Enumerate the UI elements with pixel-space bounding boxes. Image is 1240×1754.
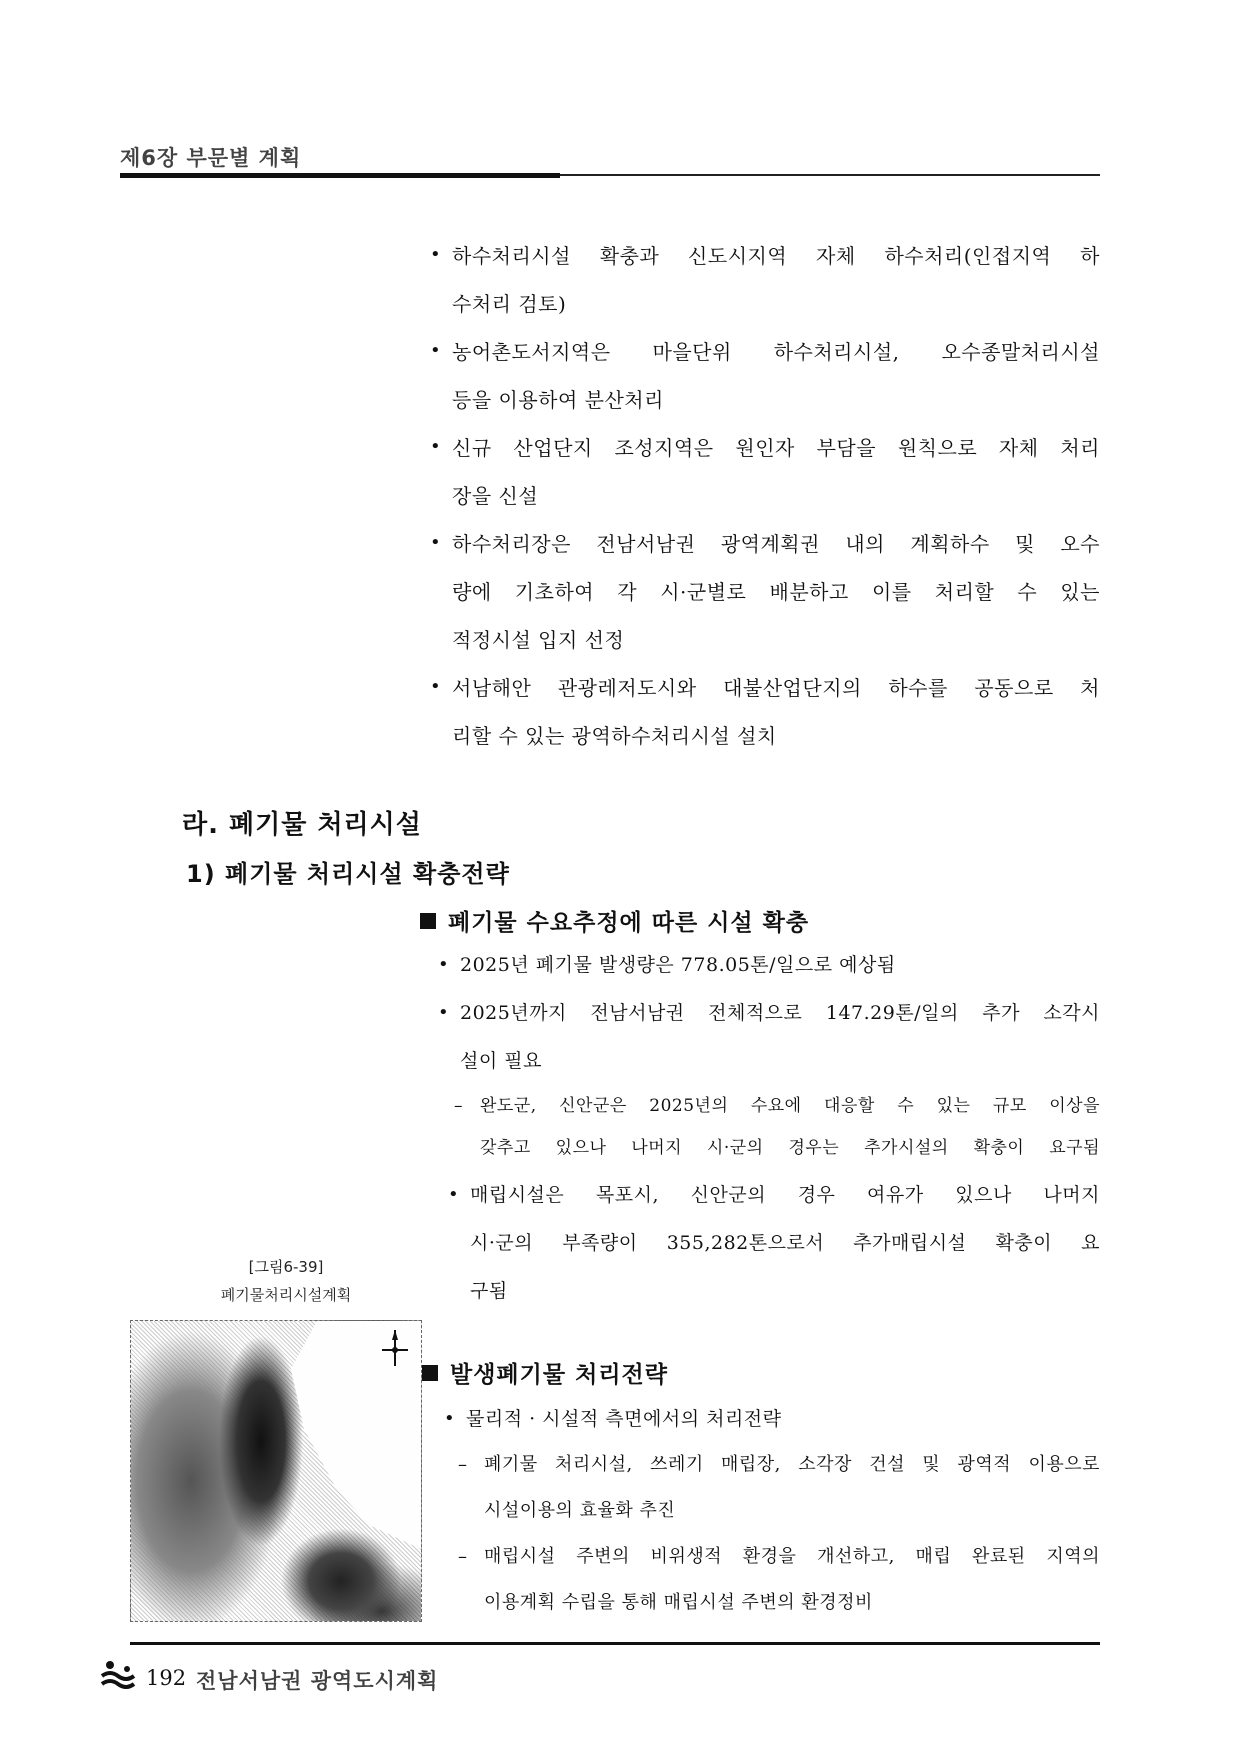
sub-list-item-continuation: 이용계획 수립을 통해 매립시설 주변의 환경정비 <box>484 1592 873 1613</box>
waste-facility-map <box>130 1320 422 1622</box>
list-item-continuation: 량에 기초하여 각 시·군별로 배분하고 이를 처리할 수 있는 <box>452 580 1100 604</box>
figure-number: [그림6-39] <box>248 1258 324 1276</box>
list-item: • 2025년까지 전남서남권 전체적으로 147.29톤/일의 추가 소각시 <box>460 1004 1100 1023</box>
sub-list-item-continuation: 시설이용의 효율화 추진 <box>484 1500 676 1521</box>
book-title: 전남서남권 광역도시계획 <box>196 1669 439 1693</box>
sub-list-item: – 매립시설 주변의 비위생적 환경을 개선하고, 매립 완료된 지역의 <box>484 1548 1100 1566</box>
block-heading-strategy: 발생폐기물 처리전략 <box>422 1356 668 1389</box>
list-item-continuation: 수처리 검토) <box>452 292 567 316</box>
list-item: • 신규 산업단지 조성지역은 원인자 부담을 원칙으로 자체 처리 <box>452 438 1100 458</box>
list-item-continuation: 장을 신설 <box>452 484 539 508</box>
compass-rose-icon <box>380 1328 410 1375</box>
list-item-continuation: 구됨 <box>470 1280 508 1302</box>
list-item: • 하수처리시설 확충과 신도시지역 자체 하수처리(인접지역 하 <box>452 246 1100 266</box>
list-item-continuation: 설이 필요 <box>460 1050 542 1072</box>
chapter-title: 제6장 부문별 계획 <box>120 146 302 170</box>
page-number: 192 <box>146 1666 187 1690</box>
block-heading-demand: 폐기물 수요추정에 따른 시설 확충 <box>420 904 809 937</box>
figure-caption: 폐기물처리시설계획 <box>220 1286 352 1304</box>
footer-rule <box>130 1642 1100 1645</box>
list-item-continuation: 적정시설 입지 선정 <box>452 628 625 652</box>
list-item: • 2025년 폐기물 발생량은 778.05톤/일으로 예상됨 <box>460 956 896 975</box>
sub-list-item: – 완도군, 신안군은 2025년의 수요에 대응할 수 있는 규모 이상을 <box>480 1098 1100 1115</box>
wave-logo-icon <box>100 1660 136 1692</box>
sub-list-item: – 폐기물 처리시설, 쓰레기 매립장, 소각장 건설 및 광역적 이용으로 <box>484 1456 1100 1474</box>
list-item-continuation: 리할 수 있는 광역하수처리시설 설치 <box>452 724 777 748</box>
header-rule-accent <box>120 173 560 178</box>
list-item: • 농어촌도서지역은 마을단위 하수처리시설, 오수종말처리시설 <box>452 342 1100 362</box>
square-bullet-icon <box>422 1365 438 1381</box>
section-heading: 라. 폐기물 처리시설 <box>182 810 422 840</box>
list-item: • 물리적 · 시설적 측면에서의 처리전략 <box>466 1410 782 1429</box>
list-item: • 매립시설은 목포시, 신안군의 경우 여유가 있으나 나머지 <box>470 1186 1100 1205</box>
square-bullet-icon <box>420 913 436 929</box>
list-item: • 하수처리장은 전남서남권 광역계획권 내의 계획하수 및 오수 <box>452 534 1100 554</box>
sub-list-item-continuation: 갖추고 있으나 나머지 시·군의 경우는 추가시설의 확충이 요구됨 <box>480 1138 1100 1158</box>
list-item: • 서남해안 관광레저도시와 대불산업단지의 하수를 공동으로 처 <box>452 678 1100 698</box>
list-item-continuation: 시·군의 부족량이 355,282톤으로서 추가매립시설 확충이 요 <box>470 1232 1100 1254</box>
subsection-heading: 1) 폐기물 처리시설 확충전략 <box>186 860 510 888</box>
list-item-continuation: 등을 이용하여 분산처리 <box>452 388 664 412</box>
